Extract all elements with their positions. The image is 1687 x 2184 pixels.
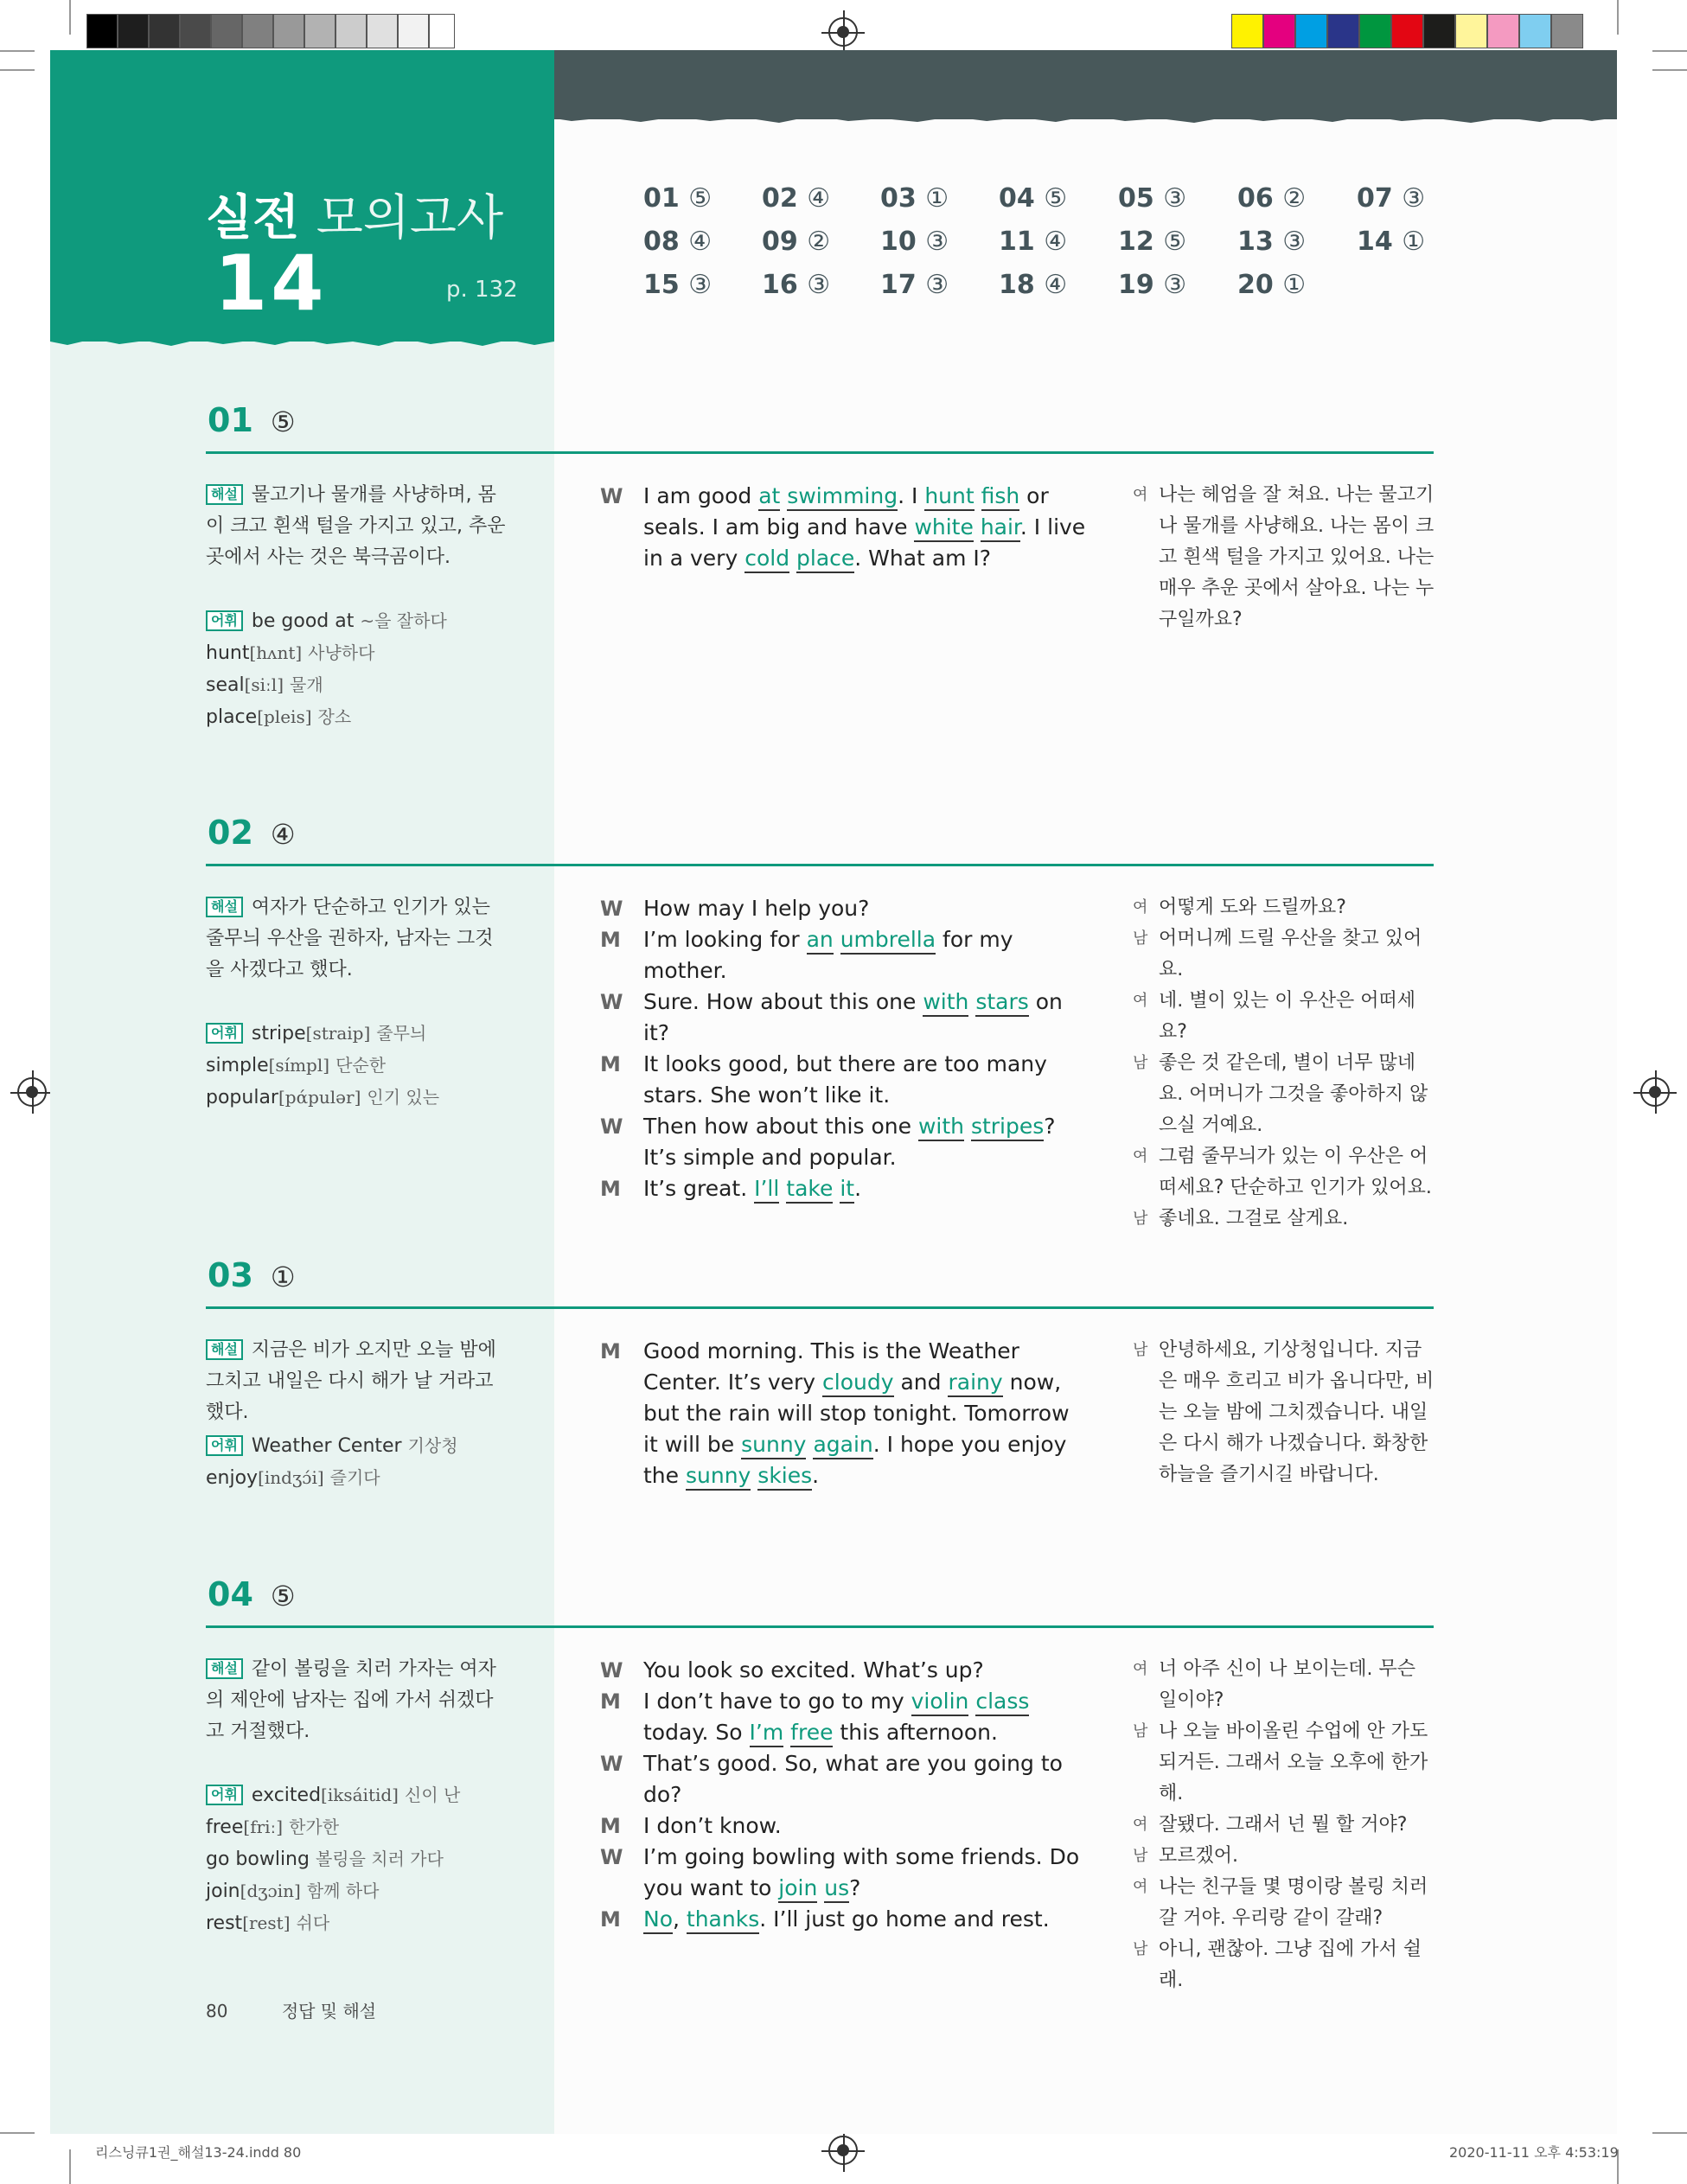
answer-key-item	[1357, 183, 1425, 214]
listening-script	[600, 893, 1086, 1204]
script-text	[834, 927, 840, 952]
title-block	[50, 50, 554, 342]
translation	[1133, 1335, 1435, 1491]
dictation-answer: place	[796, 546, 854, 573]
section-divider	[206, 451, 1434, 454]
answer-question-number: 10	[880, 227, 917, 257]
answer-key-item	[880, 227, 949, 257]
script-text: .	[854, 1176, 862, 1201]
speaker-label: 여	[1133, 1878, 1148, 1896]
explanation: 해설 같이 볼링을 치러 가자는 여자의 제안에 남자는 집에 가서 쉬겠다고 거절했다.	[206, 1658, 496, 1742]
explanation: 해설 여자가 단순하고 인기가 있는 줄무늬 우산을 권하자, 남자는 그것을 사겠다고 했다.	[206, 897, 494, 980]
translation-line	[1133, 923, 1435, 986]
vocab-word: go bowling	[206, 1849, 310, 1870]
answer-key-item	[1237, 270, 1306, 300]
answer-question-number: 12	[1118, 227, 1154, 257]
registration-mark-icon	[1640, 1077, 1670, 1107]
script-text: I’m going bowling with some friends. Do you want to	[643, 1844, 1080, 1900]
vocab-word: stripe	[251, 1023, 306, 1044]
answer-choice: ③	[1163, 270, 1187, 300]
translation-text: 안녕하세요, 기상청입니다. 지금은 매우 흐리고 비가 옵니다만, 비는 오늘 밤에 그치겠습니다. 내일은 다시 해가 나겠습니다. 화창한 하늘을 즐기시길 바랍니다.	[1159, 1339, 1435, 1485]
speaker-label: 남	[1133, 1210, 1148, 1228]
section-divider	[206, 1306, 1434, 1309]
speaker-label: 남	[1133, 1940, 1148, 1958]
script-line	[600, 893, 1086, 924]
speaker-label: 여	[1133, 898, 1148, 916]
answer-question-number: 09	[762, 227, 798, 257]
answer-key-item	[1118, 183, 1186, 214]
vocabulary-list	[206, 605, 534, 733]
script-text: It’s great.	[643, 1176, 755, 1201]
translation-line	[1133, 1872, 1435, 1934]
answer-question-number: 19	[1118, 270, 1154, 300]
answer-question-number: 18	[999, 270, 1035, 300]
answer-choice: ④	[688, 227, 713, 257]
answer-key-item	[643, 227, 712, 257]
answer-key-item	[1118, 227, 1186, 257]
slug-date: 2020-11-11 오후 4:53:19	[1449, 2144, 1619, 2161]
vocab-item	[206, 637, 534, 669]
vocab-pronunciation: [dʒɔin]	[240, 1881, 301, 1901]
answer-key-item	[762, 227, 830, 257]
answer-question-number: 05	[1118, 183, 1154, 214]
dictation-answer: join	[778, 1875, 817, 1903]
translation	[1133, 892, 1435, 1235]
translation-line	[1133, 986, 1435, 1048]
answer-question-number: 04	[999, 183, 1035, 214]
vocab-word: popular	[206, 1087, 278, 1108]
vocab-pronunciation: [siːl]	[244, 674, 284, 695]
answer-key-item	[1237, 183, 1306, 214]
speaker-label: M	[600, 1177, 621, 1201]
answer-question-number: 02	[762, 183, 798, 214]
translation-text: 나 오늘 바이올린 수업에 안 가도 되거든. 그래서 오늘 오후에 한가해.	[1159, 1721, 1428, 1804]
script-text: or seals. I am big and have	[643, 483, 1049, 540]
answer-key-item	[643, 183, 712, 214]
speaker-label: 여	[1133, 1147, 1148, 1165]
translation-text: 잘됐다. 그래서 넌 뭘 할 거야?	[1159, 1814, 1408, 1836]
translation-text: 나는 헤엄을 잘 쳐요. 나는 물고기나 물개를 사냥해요. 나는 몸이 크고 흰색 털을 가지고 있어요. 나는 매우 추운 곳에서 살아요. 나는 누구일까요?	[1159, 484, 1435, 630]
translation-text: 좋네요. 그걸로 살게요.	[1159, 1208, 1349, 1229]
speaker-label: M	[600, 1814, 621, 1838]
translation-line	[1133, 1716, 1435, 1810]
answer-question-number: 17	[880, 270, 917, 300]
answer-key-item	[762, 270, 830, 300]
script-line	[600, 1686, 1086, 1748]
dictation-answer: skies	[757, 1463, 812, 1491]
dictation-answer: stripes	[971, 1114, 1044, 1141]
dictation-answer: rainy	[948, 1370, 1002, 1397]
vocab-meaning: 함께 하다	[306, 1881, 380, 1901]
speaker-label: 여	[1133, 1660, 1148, 1678]
vocab-tag: 어휘	[206, 610, 243, 631]
dictation-answer: I’ll	[754, 1176, 779, 1204]
vocab-meaning: ~을 잘하다	[360, 610, 447, 631]
translation-line	[1133, 1654, 1435, 1716]
vocabulary-list	[206, 1430, 534, 1494]
dictation-answer: an	[807, 927, 834, 955]
page-number: 80	[206, 2001, 228, 2021]
speaker-label: W	[600, 484, 623, 508]
section-divider	[206, 1625, 1434, 1628]
vocab-word: free	[206, 1817, 244, 1838]
script-line	[600, 1904, 1086, 1935]
script-text: .	[812, 1463, 820, 1488]
script-line	[600, 1655, 1086, 1686]
vocab-item	[206, 1018, 534, 1050]
speaker-label: M	[600, 928, 621, 952]
answer-choice: ⑤	[688, 183, 713, 214]
answer-choice: ①	[1282, 270, 1307, 300]
vocab-pronunciation: [pleis]	[257, 706, 312, 727]
vocab-word: place	[206, 706, 258, 728]
speaker-label: W	[600, 990, 623, 1014]
script-text	[974, 514, 981, 540]
script-line	[600, 1842, 1086, 1904]
vocab-tag: 어휘	[206, 1785, 243, 1805]
vocab-item	[206, 1082, 534, 1114]
registration-mark-icon	[828, 2136, 858, 2165]
speaker-label: M	[600, 1689, 621, 1714]
vocab-word: seal	[206, 674, 245, 696]
translation-line	[1133, 1141, 1435, 1204]
translation-text: 그럼 줄무늬가 있는 이 우산은 어떠세요? 단순하고 인기가 있어요.	[1159, 1146, 1432, 1198]
listening-script	[600, 481, 1086, 574]
script-line	[600, 481, 1086, 574]
script-text: on it?	[643, 989, 1063, 1045]
answer-choice: ⑤	[1163, 227, 1187, 257]
translation-text: 아니, 괜찮아. 그냥 집에 가서 쉴래.	[1159, 1938, 1422, 1991]
dictation-answer: hunt	[924, 483, 974, 511]
vocab-word: rest	[206, 1913, 243, 1934]
listening-script	[600, 1336, 1086, 1491]
dictation-answer: take	[786, 1176, 833, 1204]
vocab-meaning: 기상청	[407, 1435, 458, 1456]
vocab-item	[206, 1779, 534, 1811]
script-text: . I live in a very	[643, 514, 1086, 571]
translation-text: 어떻게 도와 드릴까요?	[1159, 897, 1346, 918]
answer-question-number: 06	[1237, 183, 1274, 214]
speaker-label: W	[600, 1114, 623, 1139]
page-footer	[206, 1997, 376, 2022]
vocabulary-list	[206, 1779, 534, 1939]
dictation-answer: fish	[981, 483, 1020, 511]
translation	[1133, 1654, 1435, 1996]
speaker-label: 남	[1133, 1054, 1148, 1072]
speaker-label: M	[600, 1907, 621, 1932]
vocab-meaning: 물개	[290, 674, 323, 695]
answer-question-number: 14	[1357, 227, 1393, 257]
script-line	[600, 1049, 1086, 1111]
vocab-item	[206, 1050, 534, 1082]
translation-line	[1133, 1934, 1435, 1996]
answer-key-item	[880, 270, 949, 300]
vocab-item	[206, 1843, 534, 1875]
script-text	[974, 483, 981, 508]
vocab-meaning: 한가한	[289, 1817, 340, 1837]
translation-text: 너 아주 신이 나 보이는데. 무슨 일이야?	[1159, 1658, 1415, 1711]
speaker-label: W	[600, 1752, 623, 1776]
answer-key-item	[999, 183, 1067, 214]
question-heading: 02 ④	[208, 814, 296, 852]
answer-choice: ③	[1282, 227, 1307, 257]
script-text: ?	[849, 1875, 861, 1900]
answer-choice: ③	[925, 227, 949, 257]
vocab-meaning: 장소	[317, 706, 352, 727]
dictation-answer: again	[813, 1432, 872, 1459]
listening-script	[600, 1655, 1086, 1935]
script-text: I am good	[643, 483, 759, 508]
answer-choice: ③	[807, 270, 831, 300]
script-line	[600, 1810, 1086, 1842]
vocab-tag: 어휘	[206, 1435, 243, 1456]
translation-text: 네. 별이 있는 이 우산은 어떠세요?	[1159, 990, 1415, 1043]
script-text: I’m looking for	[643, 927, 807, 952]
answer-choice: ②	[807, 227, 831, 257]
vocab-item	[206, 1430, 534, 1462]
speaker-label: 남	[1133, 1847, 1148, 1865]
translation-text: 어머니께 드릴 우산을 찾고 있어요.	[1159, 928, 1422, 980]
translation-line	[1133, 480, 1435, 635]
script-text: and	[893, 1370, 949, 1395]
translation-text: 나는 친구들 몇 명이랑 볼링 치러 갈 거야. 우리랑 같이 갈래?	[1159, 1876, 1428, 1929]
speaker-label: 여	[1133, 992, 1148, 1010]
script-text: . What am I?	[854, 546, 992, 571]
answer-key-item	[999, 227, 1067, 257]
speaker-label: W	[600, 1658, 623, 1683]
answer-choice: ①	[1402, 227, 1426, 257]
dictation-answer: cloudy	[822, 1370, 894, 1397]
slug-file-info: 리스닝큐1권_해설13-24.indd 80	[95, 2144, 302, 2161]
dictation-answer: with	[918, 1114, 964, 1141]
translation	[1133, 480, 1435, 635]
dictation-answer: free	[790, 1720, 833, 1747]
vocab-word: excited	[251, 1785, 322, 1806]
script-text	[783, 1720, 790, 1745]
script-text: I don’t have to go to my	[643, 1689, 911, 1714]
script-text: for my mother.	[643, 927, 1013, 983]
dictation-answer: umbrella	[840, 927, 936, 955]
translation-line	[1133, 1335, 1435, 1491]
script-text: this afternoon.	[833, 1720, 998, 1745]
answer-question-number: 08	[643, 227, 680, 257]
vocab-meaning: 단순한	[335, 1055, 387, 1076]
answer-key-item	[1357, 227, 1425, 257]
exam-title: 실전 모의고사	[206, 190, 504, 246]
answer-choice: ③	[688, 270, 713, 300]
script-text: Good morning. This is the Weather Center. It’s very	[643, 1338, 1019, 1395]
question-heading: 03 ①	[208, 1256, 296, 1294]
vocab-meaning: 사냥하다	[308, 642, 375, 663]
vocab-pronunciation: [rest]	[242, 1913, 291, 1933]
answer-choice: ④	[1044, 227, 1068, 257]
translation-line	[1133, 1204, 1435, 1235]
dictation-answer: at	[758, 483, 780, 511]
script-text: now, but the rain will stop tonight. Tomorrow it will be	[643, 1370, 1070, 1457]
explanation: 해설 물고기나 물개를 사냥하며, 몸이 크고 흰색 털을 가지고 있고, 추운 곳에서 사는 것은 북극곰이다.	[206, 484, 506, 568]
vocab-item	[206, 1907, 534, 1939]
vocab-word: be good at	[251, 610, 355, 632]
answer-question-number: 13	[1237, 227, 1274, 257]
header-band-rough-edge	[554, 111, 1617, 128]
dictation-answer: with	[923, 989, 968, 1017]
answer-choice: ③	[1163, 183, 1187, 214]
dictation-answer: cold	[744, 546, 789, 573]
vocab-word: enjoy	[206, 1467, 259, 1489]
dictation-answer: it	[840, 1176, 854, 1204]
script-line	[600, 924, 1086, 987]
script-text: That’s good. So, what are you going to do?	[643, 1751, 1063, 1807]
exam-number: 14	[214, 239, 328, 328]
translation-line	[1133, 1048, 1435, 1141]
script-text: Sure. How about this one	[643, 989, 923, 1014]
script-text: . I’ll just go home and rest.	[759, 1906, 1050, 1932]
vocab-meaning: 신이 난	[405, 1785, 461, 1805]
question-heading: 04 ⑤	[208, 1575, 296, 1613]
vocab-item	[206, 669, 534, 701]
script-text: It looks good, but there are too many stars. She won’t like it.	[643, 1051, 1047, 1108]
section-divider	[206, 864, 1434, 866]
script-text: How may I help you?	[643, 896, 870, 921]
answer-question-number: 01	[643, 183, 680, 214]
page-reference: p. 132	[446, 277, 518, 303]
answer-key-item	[999, 270, 1067, 300]
vocab-pronunciation: [friː]	[243, 1817, 284, 1837]
answer-key-item	[643, 270, 712, 300]
vocab-pronunciation: [pάpulər]	[278, 1087, 361, 1108]
dictation-answer: No	[643, 1906, 673, 1934]
translation-line	[1133, 892, 1435, 923]
registration-mark-icon	[828, 17, 858, 47]
speaker-label: W	[600, 1845, 623, 1869]
script-text	[964, 1114, 971, 1139]
question-heading: 01 ⑤	[208, 401, 296, 439]
answer-choice: ①	[925, 183, 949, 214]
answer-choice: ②	[1282, 183, 1307, 214]
script-text: ,	[673, 1906, 687, 1932]
answer-choice: ⑤	[1044, 183, 1068, 214]
script-line	[600, 1173, 1086, 1204]
answer-key-item	[1118, 270, 1186, 300]
vocab-pronunciation: [iksáitid]	[321, 1785, 399, 1805]
speaker-label: M	[600, 1339, 621, 1363]
vocab-pronunciation: [straip]	[305, 1023, 371, 1044]
vocab-meaning: 쉬다	[296, 1913, 330, 1933]
dictation-answer: I’m	[750, 1720, 784, 1747]
speaker-label: 남	[1133, 1341, 1148, 1359]
answer-question-number: 15	[643, 270, 680, 300]
translation-text: 모르겠어.	[1159, 1845, 1239, 1867]
script-text	[789, 546, 796, 571]
vocabulary-list	[206, 1018, 534, 1114]
answer-key-item	[762, 183, 830, 214]
script-text: . I hope you enjoy the	[643, 1432, 1067, 1488]
vocab-word: simple	[206, 1055, 269, 1076]
speaker-label: M	[600, 1052, 621, 1076]
answer-choice: ④	[807, 183, 831, 214]
registration-mark-icon	[17, 1077, 47, 1107]
answer-key-item	[880, 183, 949, 214]
title-block-rough-edge	[50, 333, 554, 352]
speaker-label: 남	[1133, 1722, 1148, 1740]
dictation-answer: white	[914, 514, 973, 542]
vocab-meaning: 인기 있는	[367, 1087, 440, 1108]
answer-choice: ③	[1402, 183, 1426, 214]
dictation-answer: us	[824, 1875, 849, 1903]
speaker-label: W	[600, 897, 623, 921]
answer-choice: ④	[1044, 270, 1068, 300]
vocab-word: Weather Center	[251, 1435, 402, 1457]
dictation-answer: thanks	[687, 1906, 759, 1934]
script-text: ? It’s simple and popular.	[643, 1114, 1056, 1170]
dictation-answer: stars	[975, 989, 1028, 1017]
vocab-pronunciation: [símpl]	[268, 1055, 330, 1076]
vocab-meaning: 볼링을 치러 가다	[315, 1849, 444, 1869]
speaker-label: 남	[1133, 929, 1148, 948]
vocab-item	[206, 1811, 534, 1843]
vocab-word: join	[206, 1881, 240, 1902]
vocab-item	[206, 701, 534, 733]
translation-text: 좋은 것 같은데, 별이 너무 많네요. 어머니가 그것을 좋아하지 않으실 거예요.	[1159, 1052, 1428, 1136]
speaker-label: 여	[1133, 1816, 1148, 1834]
dictation-answer: sunny	[686, 1463, 751, 1491]
script-text: today. So	[643, 1720, 750, 1745]
script-text: I don’t know.	[643, 1813, 782, 1838]
speaker-label: 여	[1133, 486, 1148, 504]
vocab-item	[206, 1462, 534, 1494]
script-line	[600, 1748, 1086, 1810]
vocab-word: hunt	[206, 642, 250, 664]
answer-question-number: 07	[1357, 183, 1393, 214]
dictation-answer: violin	[911, 1689, 969, 1716]
answer-question-number: 11	[999, 227, 1035, 257]
script-text: You look so excited. What’s up?	[643, 1657, 984, 1683]
script-text: Then how about this one	[643, 1114, 918, 1139]
explanation: 해설 지금은 비가 오지만 오늘 밤에 그치고 내일은 다시 해가 날 거라고 했다.	[206, 1339, 496, 1423]
answer-key-item	[1237, 227, 1306, 257]
answer-question-number: 16	[762, 270, 798, 300]
translation-line	[1133, 1841, 1435, 1872]
vocab-pronunciation: [hʌnt]	[249, 642, 303, 663]
vocab-meaning: 줄무늬	[376, 1023, 427, 1044]
answer-question-number: 03	[880, 183, 917, 214]
dictation-answer: hair	[981, 514, 1020, 542]
answer-choice: ③	[925, 270, 949, 300]
vocab-pronunciation: [indʒɔ́i]	[258, 1467, 324, 1488]
dictation-answer: sunny	[741, 1432, 806, 1459]
script-text: . I	[898, 483, 925, 508]
vocab-meaning: 즐기다	[329, 1467, 380, 1488]
dictation-answer: class	[975, 1689, 1029, 1716]
page-footer-title: 정답 및 해설	[281, 2001, 377, 2021]
translation-line	[1133, 1810, 1435, 1841]
script-line	[600, 1336, 1086, 1491]
dictation-answer: swimming	[787, 483, 898, 511]
vocab-tag: 어휘	[206, 1023, 243, 1044]
vocab-item	[206, 605, 534, 637]
vocab-item	[206, 1875, 534, 1907]
script-line	[600, 1111, 1086, 1173]
header-band	[554, 50, 1617, 119]
script-line	[600, 987, 1086, 1049]
answer-question-number: 20	[1237, 270, 1274, 300]
